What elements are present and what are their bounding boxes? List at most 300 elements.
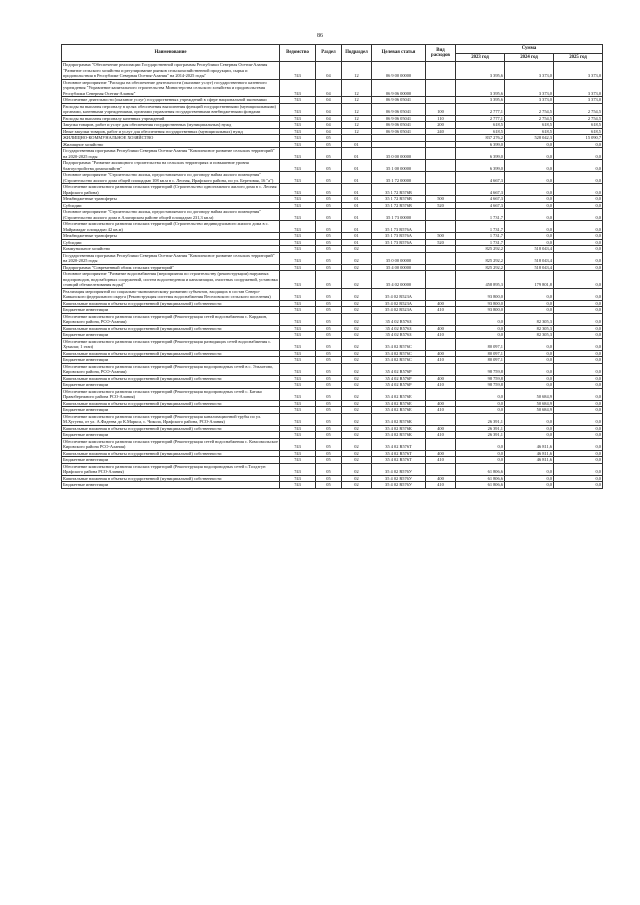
cell-sum-2023: 93 800,0	[456, 300, 505, 307]
cell-target: 35 4 02 R576У	[372, 463, 426, 475]
cell-subsection: 01	[342, 196, 372, 203]
cell-sum-2024: 0,0	[505, 221, 554, 233]
cell-subsection: 02	[342, 450, 372, 457]
cell-dept: 743	[280, 407, 316, 414]
cell-sum-2023: 618,5	[456, 128, 505, 135]
cell-dept: 743	[280, 332, 316, 339]
cell-name: Бюджетные инвестиции	[62, 432, 280, 439]
cell-name: Обеспечение комплексного развития сельских территорий (Реконструкция канализационной трубы по ул. М.Хугуева, от ул. А.Фадеева до К.Маркса, с. Чикола, Ирафского района, РСО-Алания)	[62, 413, 280, 425]
cell-section: 05	[316, 221, 342, 233]
cell-sum-2025: 0,0	[554, 457, 603, 464]
cell-sum-2023: 4 667,3	[456, 184, 505, 196]
cell-target: 35 1 73 00000	[372, 209, 426, 221]
cell-sum-2024: 2 754,5	[505, 115, 554, 122]
cell-subsection: 01	[342, 160, 372, 172]
cell-sum-2025: 0,0	[554, 233, 603, 240]
table-row	[62, 62, 603, 80]
cell-subsection: 01	[342, 209, 372, 221]
cell-sum-2024: 50 684,9	[505, 400, 554, 407]
cell-sum-2023: 26 391,1	[456, 413, 505, 425]
cell-target: 35 4 02 R576С	[372, 338, 426, 350]
cell-dept: 743	[280, 438, 316, 450]
cell-target: 06 9 06 00000	[372, 79, 426, 97]
cell-sum-2023: 4 667,3	[456, 172, 505, 184]
table-row	[62, 252, 603, 264]
cell-sum-2023: 0,0	[456, 407, 505, 414]
cell-dept: 743	[280, 115, 316, 122]
cell-name: Бюджетные инвестиции	[62, 307, 280, 314]
cell-section: 05	[316, 307, 342, 314]
cell-section: 05	[316, 375, 342, 382]
cell-sum-2023: 93 800,0	[456, 288, 505, 300]
cell-dept: 743	[280, 463, 316, 475]
cell-exp-type	[426, 388, 456, 400]
cell-name: Капитальные вложения в объекты государственной (муниципальной) собственности	[62, 325, 280, 332]
cell-dept: 743	[280, 400, 316, 407]
cell-section: 04	[316, 103, 342, 115]
cell-section: 05	[316, 141, 342, 148]
cell-section: 05	[316, 425, 342, 432]
cell-subsection: 02	[342, 332, 372, 339]
cell-sum-2025: 0,0	[554, 438, 603, 450]
cell-section: 05	[316, 357, 342, 364]
cell-exp-type	[426, 184, 456, 196]
cell-exp-type: 400	[426, 350, 456, 357]
cell-sum-2025: 0,0	[554, 382, 603, 389]
cell-subsection: 12	[342, 79, 372, 97]
header-exp-type: Вид расходов	[426, 45, 456, 62]
cell-target: 35 4 02 R576Е	[372, 400, 426, 407]
cell-sum-2025: 0,0	[554, 271, 603, 289]
table-row	[62, 463, 603, 475]
table-row	[62, 313, 603, 325]
cell-sum-2025: 0,0	[554, 357, 603, 364]
cell-dept: 743	[280, 338, 316, 350]
table-row	[62, 172, 603, 184]
cell-sum-2023: 0,0	[456, 388, 505, 400]
cell-exp-type: 240	[426, 128, 456, 135]
cell-sum-2025: 3 373,0	[554, 79, 603, 97]
table-row	[62, 338, 603, 350]
cell-target: 35 1 73 R576А	[372, 233, 426, 240]
cell-exp-type: 410	[426, 307, 456, 314]
cell-sum-2024: 618,5	[505, 122, 554, 129]
cell-name: Бюджетные инвестиции	[62, 407, 280, 414]
cell-name: Капитальные вложения в объекты государственной (муниципальной) собственности	[62, 450, 280, 457]
cell-sum-2023: 6 399,0	[456, 160, 505, 172]
cell-section: 05	[316, 350, 342, 357]
cell-exp-type	[426, 172, 456, 184]
cell-sum-2024: 0,0	[505, 184, 554, 196]
cell-subsection: 12	[342, 97, 372, 104]
cell-section: 05	[316, 209, 342, 221]
cell-exp-type: 410	[426, 457, 456, 464]
cell-name: Капитальные вложения в объекты государственной (муниципальной) собственности	[62, 425, 280, 432]
cell-dept: 743	[280, 363, 316, 375]
cell-section: 05	[316, 148, 342, 160]
cell-dept: 743	[280, 252, 316, 264]
cell-subsection: 01	[342, 233, 372, 240]
cell-sum-2023: 837 276,2	[456, 135, 505, 142]
cell-name: Бюджетные инвестиции	[62, 482, 280, 489]
cell-target: 35 1 00 00000	[372, 160, 426, 172]
cell-sum-2025: 0,0	[554, 184, 603, 196]
cell-target: 35 4 02 R576Т	[372, 438, 426, 450]
cell-section: 04	[316, 97, 342, 104]
cell-name: Государственная программа Республики Северная Осетия-Алания "Комплексное развитие сельских территорий" на 2020-2025 годы	[62, 252, 280, 264]
cell-exp-type: 410	[426, 357, 456, 364]
cell-subsection: 01	[342, 141, 372, 148]
cell-exp-type	[426, 338, 456, 350]
cell-sum-2024: 0,0	[505, 233, 554, 240]
cell-sum-2025: 618,5	[554, 128, 603, 135]
cell-sum-2024: 0,0	[505, 363, 554, 375]
cell-section: 05	[316, 288, 342, 300]
cell-dept: 743	[280, 141, 316, 148]
cell-exp-type	[426, 62, 456, 80]
cell-sum-2025: 0,0	[554, 450, 603, 457]
cell-subsection: 02	[342, 252, 372, 264]
cell-target: 35 4 02 R576Р	[372, 375, 426, 382]
cell-dept: 743	[280, 375, 316, 382]
cell-name: Субсидии	[62, 239, 280, 246]
cell-target: 06 9 06 05041	[372, 103, 426, 115]
cell-sum-2023: 1 731,7	[456, 209, 505, 221]
cell-target: 35 4 02 R576Е	[372, 407, 426, 414]
cell-name: Иные закупки товаров, работ и услуг для обеспечения государственных (муниципальных) нужд	[62, 128, 280, 135]
cell-sum-2024: 0,0	[505, 350, 554, 357]
cell-subsection: 01	[342, 184, 372, 196]
table-header-row	[62, 45, 603, 54]
cell-exp-type: 400	[426, 325, 456, 332]
cell-exp-type	[426, 313, 456, 325]
cell-sum-2023: 2 777,1	[456, 103, 505, 115]
cell-section: 05	[316, 313, 342, 325]
cell-sum-2023: 2 777,1	[456, 115, 505, 122]
cell-target: 35 4 02 R576К	[372, 425, 426, 432]
cell-exp-type: 400	[426, 400, 456, 407]
cell-section: 05	[316, 338, 342, 350]
cell-subsection: 12	[342, 128, 372, 135]
table-row	[62, 148, 603, 160]
cell-exp-type: 500	[426, 233, 456, 240]
cell-target: 35 4 02 R576У	[372, 482, 426, 489]
cell-sum-2023: 3 395,6	[456, 79, 505, 97]
cell-target: 35 4 02 R576К	[372, 413, 426, 425]
cell-dept: 743	[280, 239, 316, 246]
cell-sum-2024: 518 043,4	[505, 252, 554, 264]
cell-sum-2025: 0,0	[554, 160, 603, 172]
cell-sum-2025: 0,0	[554, 350, 603, 357]
cell-target: 06 9 06 05041	[372, 128, 426, 135]
cell-target: 35 0 00 00000	[372, 252, 426, 264]
cell-target: 06 9 00 00000	[372, 62, 426, 80]
cell-exp-type: 100	[426, 103, 456, 115]
cell-sum-2023: 98 759,8	[456, 363, 505, 375]
cell-name: Бюджетные инвестиции	[62, 332, 280, 339]
cell-exp-type: 410	[426, 482, 456, 489]
cell-sum-2025: 0,0	[554, 221, 603, 233]
cell-section: 05	[316, 450, 342, 457]
cell-subsection: 02	[342, 413, 372, 425]
cell-sum-2025: 0,0	[554, 325, 603, 332]
cell-target: 35 4 02 R523А	[372, 300, 426, 307]
cell-sum-2023: 0,0	[456, 313, 505, 325]
cell-subsection: 02	[342, 475, 372, 482]
budget-table	[61, 44, 603, 489]
cell-section: 05	[316, 388, 342, 400]
cell-sum-2025: 0,0	[554, 375, 603, 382]
cell-sum-2025: 0,0	[554, 239, 603, 246]
header-year-2024: 2024 год	[505, 53, 554, 62]
cell-name: Основное мероприятие "Расходы на обеспечение деятельности (оказание услуг) государственного казенного учреждения "Управление капитального строительства Министерства сельского хозяйства и продовольствия Республики Северная Осетия-Алания"	[62, 79, 280, 97]
cell-exp-type: 400	[426, 300, 456, 307]
cell-sum-2025: 0,0	[554, 209, 603, 221]
cell-sum-2024: 0,0	[505, 202, 554, 209]
cell-sum-2023: 98 759,8	[456, 375, 505, 382]
cell-sum-2023: 458 895,3	[456, 271, 505, 289]
cell-sum-2023: 4 667,3	[456, 196, 505, 203]
cell-exp-type	[426, 148, 456, 160]
cell-dept: 743	[280, 271, 316, 289]
cell-dept: 743	[280, 264, 316, 271]
page-number: 86	[317, 33, 323, 39]
cell-dept: 743	[280, 122, 316, 129]
header-subsection: Подраздел	[342, 45, 372, 62]
cell-subsection: 02	[342, 246, 372, 253]
cell-sum-2023: 61 806,6	[456, 482, 505, 489]
cell-sum-2024: 0,0	[505, 307, 554, 314]
cell-dept: 743	[280, 450, 316, 457]
cell-sum-2024: 0,0	[505, 413, 554, 425]
cell-section: 05	[316, 325, 342, 332]
cell-sum-2023: 80 097,1	[456, 357, 505, 364]
cell-exp-type: 400	[426, 375, 456, 382]
cell-sum-2024: 0,0	[505, 196, 554, 203]
cell-target: 35 4 02 R576У	[372, 475, 426, 482]
cell-dept: 743	[280, 388, 316, 400]
cell-sum-2024: 3 373,0	[505, 97, 554, 104]
cell-sum-2023: 6 399,0	[456, 148, 505, 160]
cell-sum-2024: 0,0	[505, 425, 554, 432]
cell-subsection: 02	[342, 407, 372, 414]
cell-name: Реализация мероприятий по социально-экономическому развитию субъектов, входящих в состав Северо-Кавказского федерального округа (Реконструкция системы водоснабжения Веселовского сельского поселения)	[62, 288, 280, 300]
table-row	[62, 103, 603, 115]
cell-subsection: 02	[342, 325, 372, 332]
cell-target: 06 9 06 05041	[372, 115, 426, 122]
cell-name: Обеспечение комплексного развития сельских территорий (Реконструкция водопроводных сетей в с. Эльхотово, Кировского района, РСО-Алания)	[62, 363, 280, 375]
cell-sum-2024: 528 042,3	[505, 135, 554, 142]
cell-name: Субсидии	[62, 202, 280, 209]
cell-dept: 743	[280, 221, 316, 233]
cell-target: 35 1 72 R576В	[372, 184, 426, 196]
cell-name: Капитальные вложения в объекты государственной (муниципальной) собственности	[62, 400, 280, 407]
cell-exp-type: 110	[426, 115, 456, 122]
cell-section: 04	[316, 115, 342, 122]
cell-sum-2025: 0,0	[554, 413, 603, 425]
cell-subsection: 02	[342, 300, 372, 307]
cell-sum-2023: 1 731,7	[456, 221, 505, 233]
header-dept: Ведомство	[280, 45, 316, 62]
cell-exp-type	[426, 271, 456, 289]
cell-sum-2025: 0,0	[554, 400, 603, 407]
cell-section: 05	[316, 246, 342, 253]
cell-sum-2024: 0,0	[505, 300, 554, 307]
cell-dept: 743	[280, 475, 316, 482]
table-row	[62, 184, 603, 196]
cell-sum-2023: 98 759,8	[456, 382, 505, 389]
table-row	[62, 388, 603, 400]
cell-sum-2024: 46 811,6	[505, 438, 554, 450]
table-row	[62, 363, 603, 375]
cell-sum-2023: 825 292,2	[456, 264, 505, 271]
cell-target: 35 4 02 R523А	[372, 288, 426, 300]
cell-section: 05	[316, 382, 342, 389]
cell-name: Расходы на выплаты персоналу в целях обеспечения выполнения функций государственными (муниципальными) органами, казенными учреждениями, органами управления государственными внебюджетными фондами	[62, 103, 280, 115]
cell-target: 35 4 02 R576Р	[372, 382, 426, 389]
cell-name: Капитальные вложения в объекты государственной (муниципальной) собственности	[62, 475, 280, 482]
cell-sum-2024: 3 373,0	[505, 62, 554, 80]
cell-subsection: 02	[342, 382, 372, 389]
cell-sum-2025: 0,0	[554, 363, 603, 375]
cell-section: 05	[316, 202, 342, 209]
cell-sum-2025: 0,0	[554, 196, 603, 203]
cell-sum-2025: 0,0	[554, 148, 603, 160]
cell-exp-type	[426, 79, 456, 97]
cell-section: 05	[316, 363, 342, 375]
cell-name: Обеспечение комплексного развития сельских территорий (Строительство индивидуального жилого дома в с. Майрамадаг площадью 42 кв.м)	[62, 221, 280, 233]
cell-section: 04	[316, 62, 342, 80]
cell-name: Обеспечение комплексного развития сельских территорий (Реконструкция сетей водоснабжения с. Карджин, Кировского района, РСО-Алания)	[62, 313, 280, 325]
cell-name: Капитальные вложения в объекты государственной (муниципальной) собственности	[62, 300, 280, 307]
cell-name: Подпрограмма "Обеспечение реализации Государственной программы Республики Северная Осетия-Алания "Развитие сельского хозяйства и регулирование рынков сельскохозяйственной продукции, сырья и продовольствия в Республике Северная Осетия-Алания" на 2014-2025 годы"	[62, 62, 280, 80]
cell-sum-2024: 50 684,9	[505, 388, 554, 400]
cell-subsection: 02	[342, 350, 372, 357]
cell-subsection: 02	[342, 271, 372, 289]
cell-target: 35 4 02 R576Е	[372, 388, 426, 400]
cell-subsection: 01	[342, 221, 372, 233]
cell-section: 05	[316, 252, 342, 264]
cell-sum-2023: 825 292,2	[456, 246, 505, 253]
cell-exp-type	[426, 252, 456, 264]
table-row	[62, 482, 603, 489]
cell-name: Бюджетные инвестиции	[62, 357, 280, 364]
cell-sum-2024: 0,0	[505, 148, 554, 160]
cell-exp-type	[426, 463, 456, 475]
table-row	[62, 438, 603, 450]
cell-sum-2024: 0,0	[505, 382, 554, 389]
cell-subsection: 01	[342, 239, 372, 246]
cell-name: Обеспечение комплексного развития сельских территорий (Реконструкция водопроводных сетей с. Батако Правобережного района РСО-Алания)	[62, 388, 280, 400]
cell-subsection: 02	[342, 363, 372, 375]
cell-sum-2023: 0,0	[456, 457, 505, 464]
cell-sum-2023: 825 292,2	[456, 252, 505, 264]
cell-sum-2025: 0,0	[554, 407, 603, 414]
cell-subsection: 02	[342, 482, 372, 489]
cell-exp-type: 410	[426, 382, 456, 389]
cell-sum-2025: 0,0	[554, 388, 603, 400]
cell-subsection: 02	[342, 400, 372, 407]
cell-sum-2024: 0,0	[505, 338, 554, 350]
header-target: Целевая статья	[372, 45, 426, 62]
cell-target: 35 1 72 R576В	[372, 196, 426, 203]
cell-sum-2023: 61 806,6	[456, 463, 505, 475]
cell-dept: 743	[280, 97, 316, 104]
cell-name: ЖИЛИЩНО-КОММУНАЛЬНОЕ ХОЗЯЙСТВО	[62, 135, 280, 142]
cell-sum-2025: 0,0	[554, 482, 603, 489]
cell-dept: 743	[280, 172, 316, 184]
cell-section: 05	[316, 264, 342, 271]
cell-dept: 743	[280, 79, 316, 97]
cell-subsection: 02	[342, 463, 372, 475]
cell-name: Обеспечение комплексного развития сельских территорий (Строительство одноэтажного жилого дома в с. Лесная Ирафского района)	[62, 184, 280, 196]
cell-sum-2025: 0,0	[554, 172, 603, 184]
cell-sum-2024: 0,0	[505, 475, 554, 482]
cell-dept: 743	[280, 425, 316, 432]
cell-exp-type	[426, 363, 456, 375]
table-row	[62, 160, 603, 172]
cell-sum-2025: 0,0	[554, 300, 603, 307]
cell-section: 05	[316, 457, 342, 464]
cell-name: Капитальные вложения в объекты государственной (муниципальной) собственности	[62, 350, 280, 357]
cell-sum-2025: 0,0	[554, 432, 603, 439]
cell-dept: 743	[280, 413, 316, 425]
cell-dept: 743	[280, 103, 316, 115]
cell-subsection: 12	[342, 115, 372, 122]
cell-dept: 743	[280, 350, 316, 357]
cell-sum-2023: 0,0	[456, 325, 505, 332]
cell-exp-type: 400	[426, 450, 456, 457]
cell-dept: 743	[280, 209, 316, 221]
cell-subsection: 01	[342, 202, 372, 209]
cell-name: Межбюджетные трансферты	[62, 233, 280, 240]
cell-dept: 743	[280, 482, 316, 489]
cell-exp-type	[426, 438, 456, 450]
cell-sum-2024: 2 754,5	[505, 103, 554, 115]
cell-sum-2023: 80 097,1	[456, 350, 505, 357]
cell-dept: 743	[280, 457, 316, 464]
cell-exp-type: 400	[426, 475, 456, 482]
cell-name: Бюджетные инвестиции	[62, 382, 280, 389]
cell-exp-type: 520	[426, 202, 456, 209]
cell-sum-2024: 82 305,3	[505, 332, 554, 339]
cell-sum-2023: 3 395,6	[456, 97, 505, 104]
cell-sum-2025: 15 090,7	[554, 135, 603, 142]
cell-sum-2023: 26 391,1	[456, 432, 505, 439]
cell-sum-2025: 618,5	[554, 122, 603, 129]
cell-section: 04	[316, 122, 342, 129]
cell-sum-2025: 3 373,0	[554, 97, 603, 104]
cell-target: 35 4 02 00000	[372, 271, 426, 289]
table-row	[62, 79, 603, 97]
cell-exp-type	[426, 160, 456, 172]
cell-subsection: 02	[342, 388, 372, 400]
header-sum: Сумма	[456, 45, 603, 54]
cell-target: 35 4 02 R576Р	[372, 363, 426, 375]
cell-sum-2023: 26 391,1	[456, 425, 505, 432]
cell-section: 05	[316, 463, 342, 475]
cell-sum-2024: 0,0	[505, 482, 554, 489]
cell-sum-2024: 618,5	[505, 128, 554, 135]
cell-name: Расходы на выплаты персоналу казенных учреждений	[62, 115, 280, 122]
cell-dept: 743	[280, 202, 316, 209]
cell-sum-2025: 2 754,5	[554, 115, 603, 122]
cell-subsection: 12	[342, 103, 372, 115]
cell-dept: 743	[280, 128, 316, 135]
cell-sum-2024: 0,0	[505, 432, 554, 439]
cell-exp-type	[426, 288, 456, 300]
cell-target: 35 4 02 R523А	[372, 307, 426, 314]
